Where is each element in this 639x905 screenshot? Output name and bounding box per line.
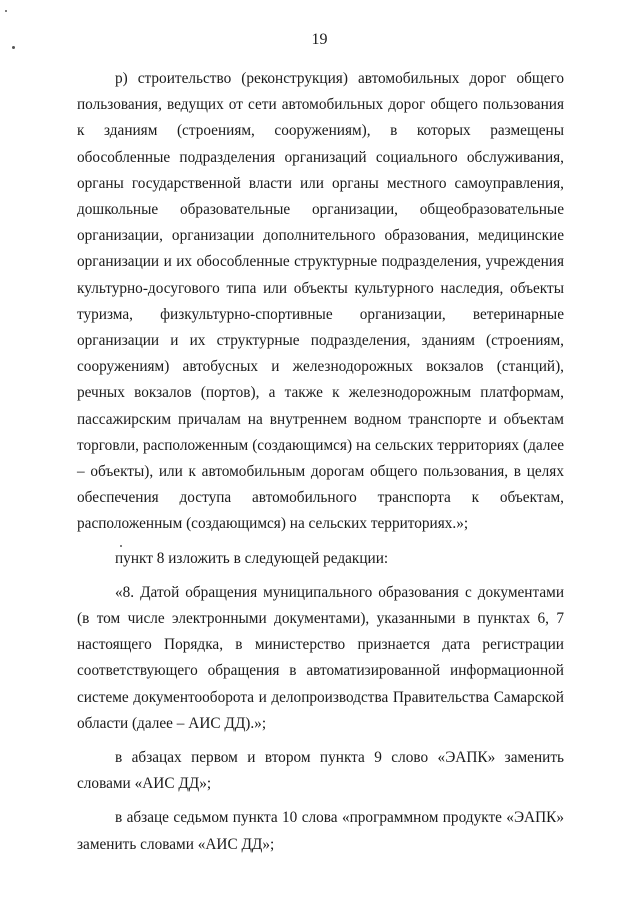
document-body: [77, 66, 564, 864]
paragraph-item-9-amendment: в абзацах первом и втором пункта 9 слово «ЭАПК» заменить словами «АИС ДД»;: [77, 749, 564, 793]
scan-artifact-dot: [12, 46, 15, 49]
scan-artifact-dot: [5, 10, 7, 12]
scan-artifact-dot: [120, 545, 122, 547]
paragraph-item-8-text: «8. Датой обращения муниципального образования с документами (в том числе электронными документами), указанными в пунктах 6, 7 настоящего Порядка, в министерство признается дата регистрации соответствующего обращения в автоматизированной информационной системе документооборота и делопроизводства Правительства Самарской области (далее – АИС ДД).»;: [77, 583, 564, 732]
paragraph-item-8-intro: пункт 8 изложить в следующей редакции:: [115, 549, 389, 567]
paragraph-item-10-amendment: в абзаце седьмом пункта 10 слова «программном продукте «ЭАПК» заменить словами «АИС ДД»;: [77, 809, 564, 853]
page-number: 19: [311, 31, 328, 48]
paragraph-road-construction: р) строительство (реконструкция) автомобильных дорог общего пользования, ведущих от сети автомобильных дорог общего пользования к зданиям (строениям, сооружениям), в которых размещены обособленные подразделения организаций социального обслуживания, органы государственной власти или органы местного самоуправления, дошкольные образовательные организации, общеобразовательные организации, организации дополнительного образования, медицинские организации и их обособленные структурные подразделения, учреждения культурно-досугового типа или объекты культурного наследия, объекты туризма, физкультурно-спортивные организации, ветеринарные организации и их структурные подразделения, зданиям (строениям, сооружениям) автобусных и железнодорожных вокзалов (станций), речных вокзалов (портов), а также к железнодорожным платформам, пассажирским причалам на внутреннем водном транспорте и объектам торговли, расположенным (создающимся) на сельских территориях (далее – объекты), или к автомобильным дорогам общего пользования, в целях обеспечения доступа автомобильного транспорта к объектам, расположенным (создающимся) на сельских территориях.»;: [77, 70, 564, 533]
